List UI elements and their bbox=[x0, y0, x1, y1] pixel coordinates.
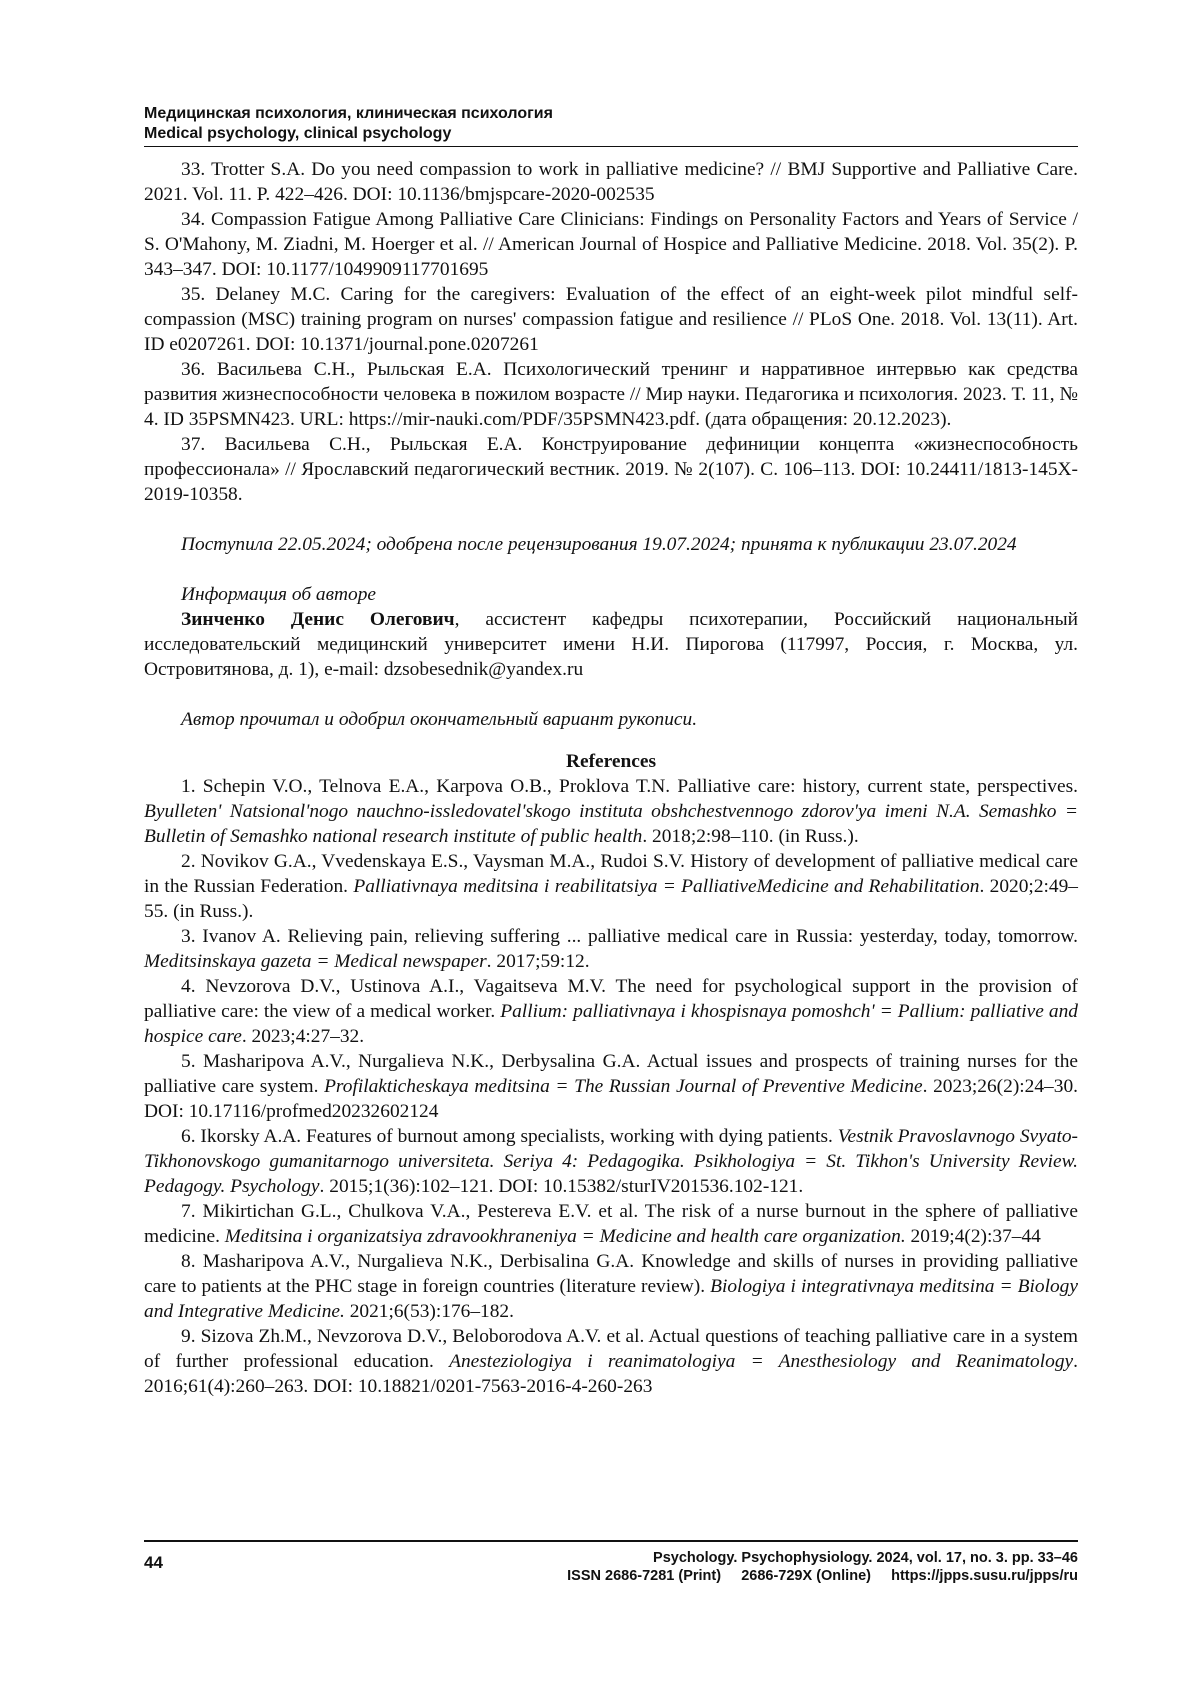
author-details: , ассистент кафедры психотерапии, Российский национальный исследовательский медицинский университет имени Н.И. Пирогова (117997, Россия, г. Москва, ул. Островитянова, д. 1), e-mail: dzsobesednik@yandex.ru bbox=[144, 609, 1078, 680]
reference-item: 36. Васильева С.Н., Рыльская Е.А. Психологический тренинг и нарративное интервью как средства развития жизнеспособности человека в пожилом возрасте // Мир науки. Педагогика и психология. 2023. Т. 11, № 4. ID 35PSMN423. URL: https://mir-nauki.com/PDF/35PSMN423.pdf. (дата обращения: 20.12.2023). bbox=[144, 359, 1078, 430]
approval-note: Автор прочитал и одобрил окончательный вариант рукописи. bbox=[181, 709, 698, 730]
article-body bbox=[144, 157, 1078, 1399]
reference-item: 34. Compassion Fatigue Among Palliative Care Clinicians: Findings on Personality Factors and Years of Service / S. O'Mahony, M. Ziadni, M. Hoerger et al. // American Journal of Hospice and Palliative Medicine. 2018. Vol. 35(2). P. 343–347. DOI: 10.1177/1049909117701695 bbox=[144, 209, 1078, 280]
footer-divider bbox=[144, 1540, 1078, 1542]
reference-item: 4. Nevzorova D.V., Ustinova A.I., Vagaitseva M.V. The need for psychological support in the provision of palliative care: the view of a medical worker. Pallium: palliativnaya i khospisnaya pomoshch' = Pallium: palliative and hospice care. 2023;4:27–32. bbox=[144, 976, 1078, 1047]
reference-item: 35. Delaney M.C. Caring for the caregivers: Evaluation of the effect of an eight-week pilot mindful self-compassion (MSC) training program on nurses' compassion fatigue and resilience // PLoS One. 2018. Vol. 13(11). Art. ID e0207261. DOI: 10.1371/journal.pone.0207261 bbox=[144, 284, 1078, 355]
journal-footer bbox=[567, 1549, 1078, 1585]
issn-line: ISSN 2686-7281 (Print) 2686-729X (Online) https://jpps.susu.ru/jpps/ru bbox=[567, 1568, 1078, 1584]
header-divider bbox=[144, 146, 1078, 147]
reference-item: 1. Schepin V.O., Telnova E.A., Karpova O.B., Proklova T.N. Palliative care: history, current state, perspectives. Byulleten' Natsional'nogo nauchno-issledovatel'skogo instituta obshchestvennogo zdorov'ya imeni N.A. Semashko = Bulletin of Semashko national research institute of public health. 2018;2:98–110. (in Russ.). bbox=[144, 776, 1078, 847]
references-title: References bbox=[565, 751, 657, 772]
reference-item: 37. Васильева С.Н., Рыльская Е.А. Конструирование дефиниции концепта «жизнеспособность профессионала» // Ярославский педагогический вестник. 2019. № 2(107). С. 106–113. DOI: 10.24411/1813-145X-2019-10358. bbox=[144, 434, 1078, 505]
page-number: 44 bbox=[144, 1553, 163, 1572]
reference-item: 3. Ivanov A. Relieving pain, relieving suffering ... palliative medical care in Russia: yesterday, today, tomorrow. Meditsinskaya gazeta = Medical newspaper. 2017;59:12. bbox=[144, 926, 1078, 972]
author-info-heading: Информация об авторе bbox=[181, 584, 377, 605]
reference-item: 2. Novikov G.A., Vvedenskaya E.S., Vaysman M.A., Rudoi S.V. History of development of palliative medical care in the Russian Federation. Palliativnaya meditsina i reabilitatsiya = PalliativeMedicine and Rehabilitation. 2020;2:49–55. (in Russ.). bbox=[144, 851, 1078, 922]
reference-item: 5. Masharipova A.V., Nurgalieva N.K., Derbysalina G.A. Actual issues and prospects of training nurses for the palliative care system. Profilakticheskaya meditsina = The Russian Journal of Preventive Medicine. 2023;26(2):24–30. DOI: 10.17116/profmed20232602124 bbox=[144, 1051, 1078, 1122]
reference-item: 9. Sizova Zh.M., Nevzorova D.V., Beloborodova A.V. et al. Actual questions of teaching palliative care in a system of further professional education. Anesteziologiya i reanimatologiya = Anesthesiology and Reanimatology. 2016;61(4):260–263. DOI: 10.18821/0201-7563-2016-4-260-263 bbox=[144, 1326, 1078, 1397]
header-line-en: Medical psychology, clinical psychology bbox=[144, 125, 452, 142]
submission-dates: Поступила 22.05.2024; одобрена после рецензирования 19.07.2024; принята к публикации 23.07.2024 bbox=[181, 534, 1017, 555]
author-name: Зинченко Денис Олегович bbox=[181, 609, 455, 630]
running-header bbox=[144, 104, 1078, 144]
header-line-ru: Медицинская психология, клиническая психология bbox=[144, 105, 553, 122]
references-list bbox=[144, 774, 1078, 1399]
author-info bbox=[144, 607, 1078, 682]
reference-item: 7. Mikirtichan G.L., Chulkova V.A., Pestereva E.V. et al. The risk of a nurse burnout in the sphere of palliative medicine. Meditsina i organizatsiya zdravookhraneniya = Medicine and health care organization. 2019;4(2):37–44 bbox=[144, 1201, 1078, 1247]
reference-item: 33. Trotter S.A. Do you need compassion to work in palliative medicine? // BMJ Supportive and Palliative Care. 2021. Vol. 11. P. 422–426. DOI: 10.1136/bmjspcare-2020-002535 bbox=[144, 159, 1078, 205]
reference-item: 8. Masharipova A.V., Nurgalieva N.K., Derbisalina G.A. Knowledge and skills of nurses in providing palliative care to patients at the PHC stage in foreign countries (literature review). Biologiya i integrativnaya meditsina = Biology and Integrative Medicine. 2021;6(53):176–182. bbox=[144, 1251, 1078, 1322]
reference-item: 6. Ikorsky A.A. Features of burnout among specialists, working with dying patients. Vestnik Pravoslavnogo Svyato-Tikhonovskogo gumanitarnogo universiteta. Seriya 4: Pedagogika. Psikhologiya = St. Tikhon's University Review. Pedagogy. Psychology. 2015;1(36):102–121. DOI: 10.15382/sturIV201536.102-121. bbox=[144, 1126, 1078, 1197]
journal-citation: Psychology. Psychophysiology. 2024, vol. 17, no. 3. pp. 33–46 bbox=[653, 1550, 1078, 1566]
bibliography-ru bbox=[144, 157, 1078, 507]
